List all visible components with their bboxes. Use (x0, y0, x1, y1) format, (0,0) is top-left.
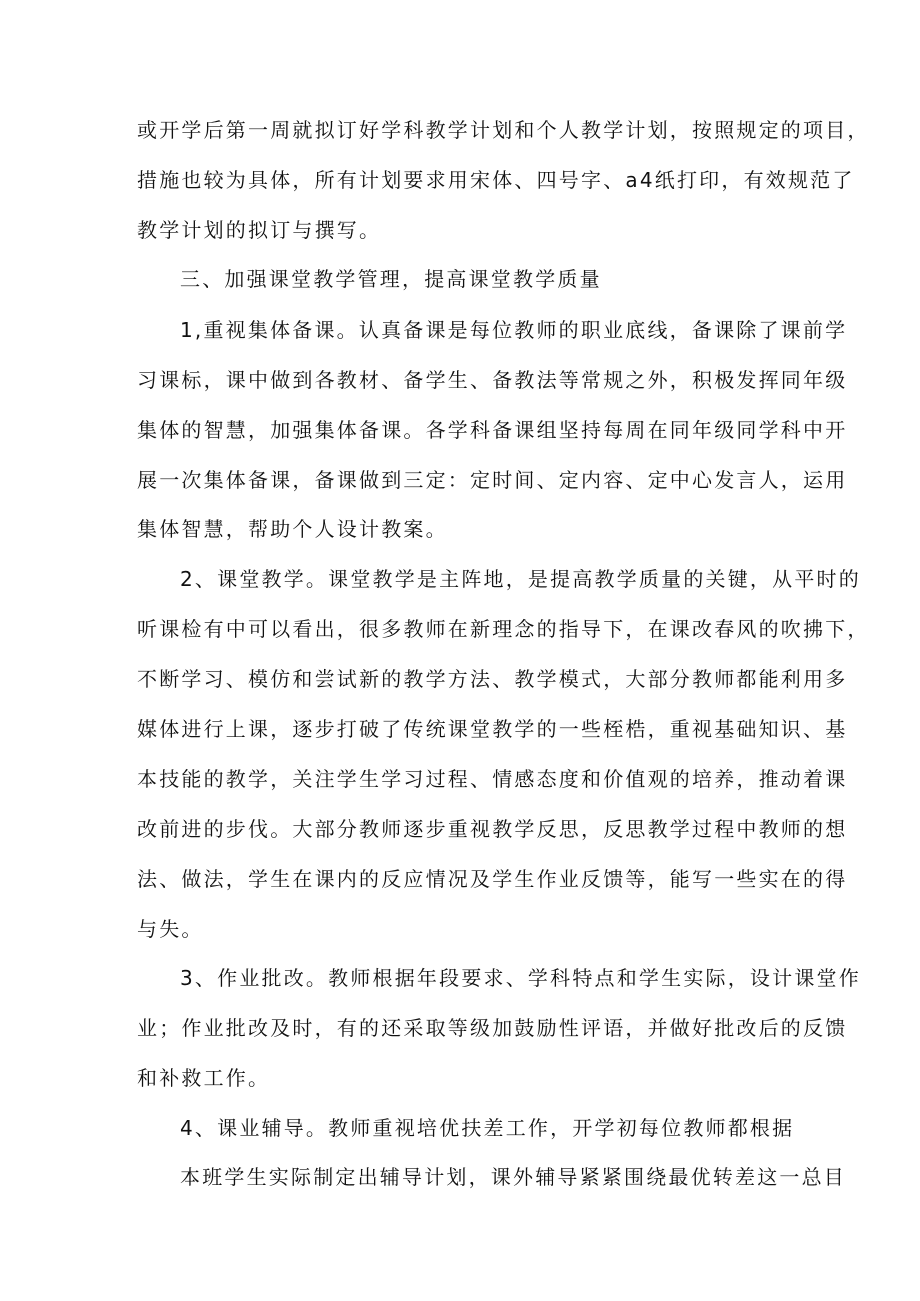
text-line: 媒体进行上课，逐步打破了传统课堂教学的一些桎梏，重视基础知识、基 (137, 717, 848, 741)
text-line: 听课检有中可以看出，很多教师在新理念的指导下，在课改春风的吹拂下， (137, 617, 870, 641)
text-line: 本技能的教学，关注学生学习过程、情感态度和价值观的培养，推动着课 (137, 767, 848, 791)
text-line: 法、做法，学生在课内的反应情况及学生作业反馈等，能写一些实在的得 (137, 867, 848, 891)
text-line: 集体智慧，帮助个人设计教案。 (137, 517, 448, 541)
text-line: 1,重视集体备课。认真备课是每位教师的职业底线，备课除了课前学 (180, 318, 848, 342)
text-line: 与失。 (137, 917, 204, 941)
text-line: 改前进的步伐。大部分教师逐步重视教学反思，反思教学过程中教师的想 (137, 817, 848, 841)
text-line: 和补救工作。 (137, 1066, 271, 1090)
text-line: 集体的智慧，加强集体备课。各学科备课组坚持每周在同年级同学科中开 (137, 418, 848, 442)
text-line: 不断学习、模仿和尝试新的教学方法、教学模式，大部分教师都能利用多 (137, 667, 848, 691)
text-line: 或开学后第一周就拟订好学科教学计划和个人教学计划，按照规定的项目， (137, 118, 870, 142)
section-heading: 三、加强课堂教学管理，提高课堂教学质量 (180, 267, 602, 291)
text-line: 2、课堂教学。课堂教学是主阵地，是提高教学质量的关键，从平时的 (180, 567, 861, 591)
text-line: 4、课业辅导。教师重视培优扶差工作，开学初每位教师都根据 (180, 1116, 795, 1140)
text-line: 3、作业批改。教师根据年段要求、学科特点和学生实际，设计课堂作 (180, 966, 861, 990)
text-line: 本班学生实际制定出辅导计划，课外辅导紧紧围绕最优转差这一总目 (180, 1165, 846, 1189)
text-line: 措施也较为具体，所有计划要求用宋体、四号字、a4纸打印，有效规范了 (137, 168, 855, 192)
text-line: 展一次集体备课，备课做到三定：定时间、定内容、定中心发言人，运用 (137, 468, 848, 492)
text-line: 教学计划的拟订与撰写。 (137, 218, 382, 242)
text-line: 业；作业批改及时，有的还采取等级加鼓励性评语，并做好批改后的反馈 (137, 1016, 848, 1040)
text-line: 习课标，课中做到各教材、备学生、备教法等常规之外，积极发挥同年级 (137, 368, 848, 392)
